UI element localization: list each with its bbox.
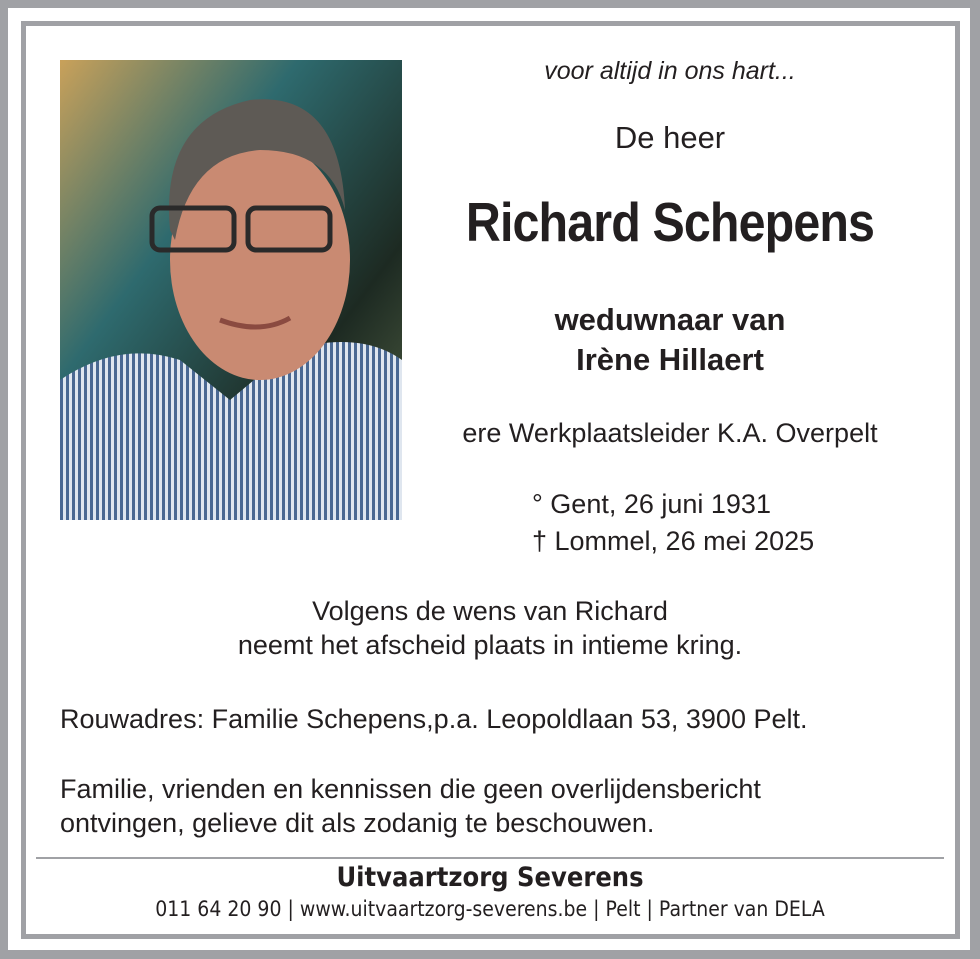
funeral-home-name: Uitvaartzorg Severens bbox=[336, 862, 644, 893]
family-note-line-2: ontvingen, gelieve dit als zodanig te beschouwen. bbox=[60, 808, 655, 838]
funeral-home-contact: 011 64 20 90 | www.uitvaartzorg-severens.be | Pelt | Partner van DELA bbox=[155, 897, 825, 921]
funeral-wish bbox=[80, 594, 900, 662]
family-note bbox=[60, 772, 761, 840]
portrait-photo bbox=[60, 60, 402, 520]
wish-line-1: Volgens de wens van Richard bbox=[312, 596, 668, 626]
occupation: ere Werkplaatsleider K.A. Overpelt bbox=[462, 418, 878, 448]
motto: voor altijd in ons hart... bbox=[544, 57, 796, 85]
deceased-name: Richard Schepens bbox=[465, 191, 875, 253]
footer-divider bbox=[36, 857, 944, 859]
widower-line-1: weduwnaar van bbox=[554, 302, 786, 337]
condolence-address: Rouwadres: Familie Schepens,p.a. Leopoldlaan 53, 3900 Pelt. bbox=[60, 704, 808, 734]
death-date: † Lommel, 26 mei 2025 bbox=[532, 526, 815, 556]
dates bbox=[532, 486, 814, 560]
birth-date: ° Gent, 26 juni 1931 bbox=[532, 489, 771, 519]
salutation: De heer bbox=[614, 120, 726, 155]
spouse-name: Irène Hillaert bbox=[576, 342, 764, 377]
widower-of bbox=[440, 300, 900, 380]
wish-line-2: neemt het afscheid plaats in intieme kring. bbox=[237, 630, 743, 660]
family-note-line-1: Familie, vrienden en kennissen die geen overlijdensbericht bbox=[60, 774, 761, 804]
